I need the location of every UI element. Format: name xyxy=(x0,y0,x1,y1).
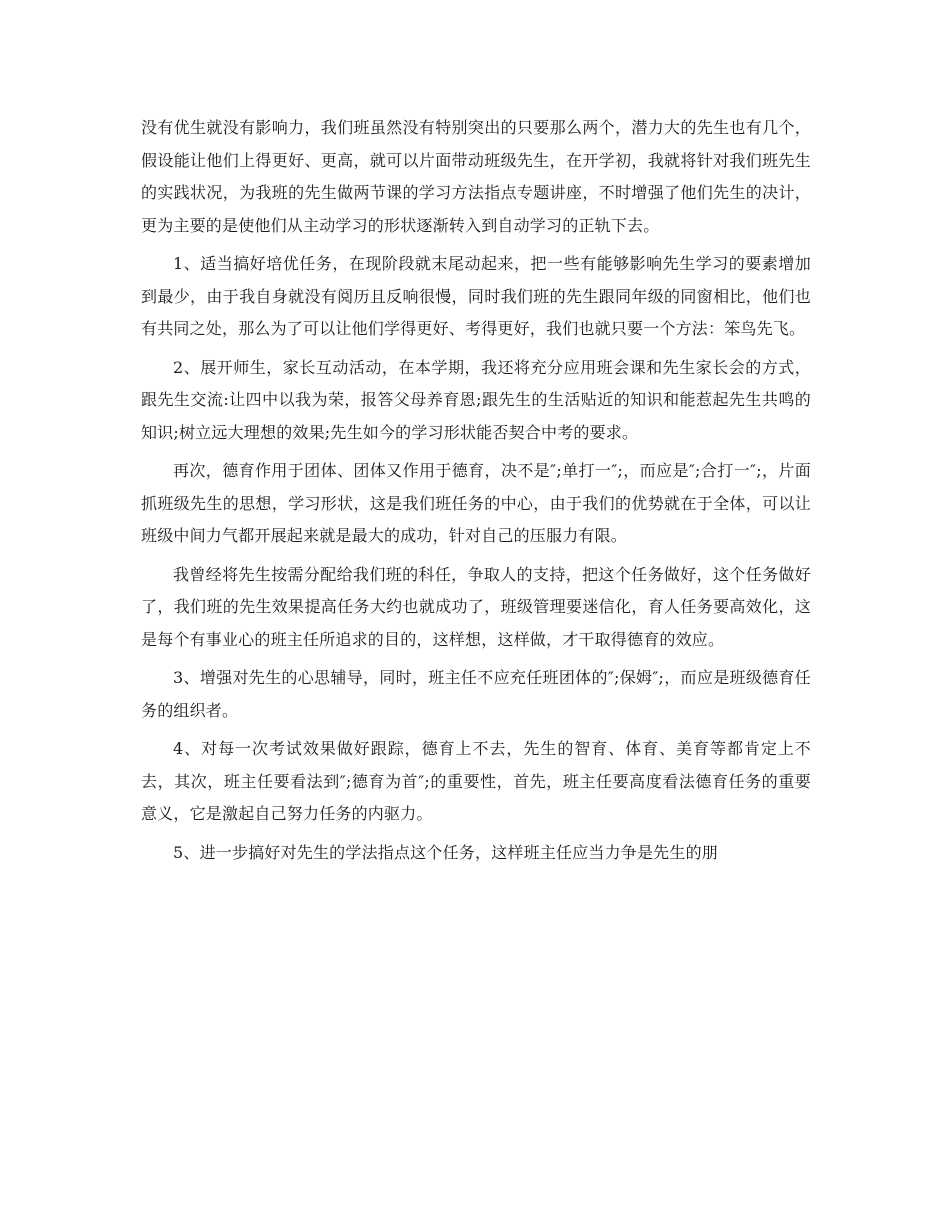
paragraph-item-2: 2、展开师生，家长互动活动，在本学期，我还将充分应用班会课和先生家长会的方式，跟先生交流:让四中以我为荣，报答父母养育恩;跟先生的生活贴近的知识和能惹起先生共鸣的知识;树立远大理想的效果;先生如今的学习形状能否契合中考的要求。 xyxy=(141,357,811,442)
paragraph-item-1: 1、适当搞好培优任务，在现阶段就末尾动起来，把一些有能够影响先生学习的要素增加到最少，由于我自身就没有阅历且反响很慢，同时我们班的先生跟同年级的同窗相比，他们也有共同之处，那么为了可以让他们学得更好、考得更好，我们也就只要一个方法：笨鸟先飞。 xyxy=(141,254,811,338)
paragraph-item-5: 5、进一步搞好对先生的学法指点这个任务，这样班主任应当力争是先生的朋 xyxy=(173,842,718,862)
paragraph-again: 再次，德育作用于团体、团体又作用于德育，决不是″;单打一″;，而应是″;合打一″;，片面抓班级先生的思想，学习形状，这是我们班任务的中心，由于我们的优势就在于全体，可以让班级中间力气都开展起来就是最大的成功，针对自己的压服力有限。 xyxy=(141,461,811,545)
paragraph-intro: 没有优生就没有影响力，我们班虽然没有特别突出的只要那么两个，潜力大的先生也有几个，假设能让他们上得更好、更高，就可以片面带动班级先生，在开学初，我就将针对我们班先生的实践状况，为我班的先生做两节课的学习方法指点专题讲座，不时增强了他们先生的决计，更为主要的是使他们从主动学习的形状逐渐转入到自动学习的正轨下去。 xyxy=(141,118,811,235)
paragraph-item-3: 3、增强对先生的心思辅导，同时，班主任不应充任班团体的″;保姆″;，而应是班级德育任务的组织者。 xyxy=(141,668,811,720)
paragraph-item-4: 4、对每一次考试效果做好跟踪，德育上不去，先生的智育、体育、美育等都肯定上不去，其次，班主任要看法到″;德育为首″;的重要性，首先，班主任要高度看法德育任务的重要意义，它是激起自己努力任务的内驱力。 xyxy=(141,739,811,823)
paragraph-allocation: 我曾经将先生按需分配给我们班的科任，争取人的支持，把这个任务做好，这个任务做好了，我们班的先生效果提高任务大约也就成功了，班级管理要迷信化，育人任务要高效化，这是每个有事业心的班主任所追求的目的，这样想，这样做，才干取得德育的效应。 xyxy=(141,564,811,649)
document-body xyxy=(141,112,811,875)
